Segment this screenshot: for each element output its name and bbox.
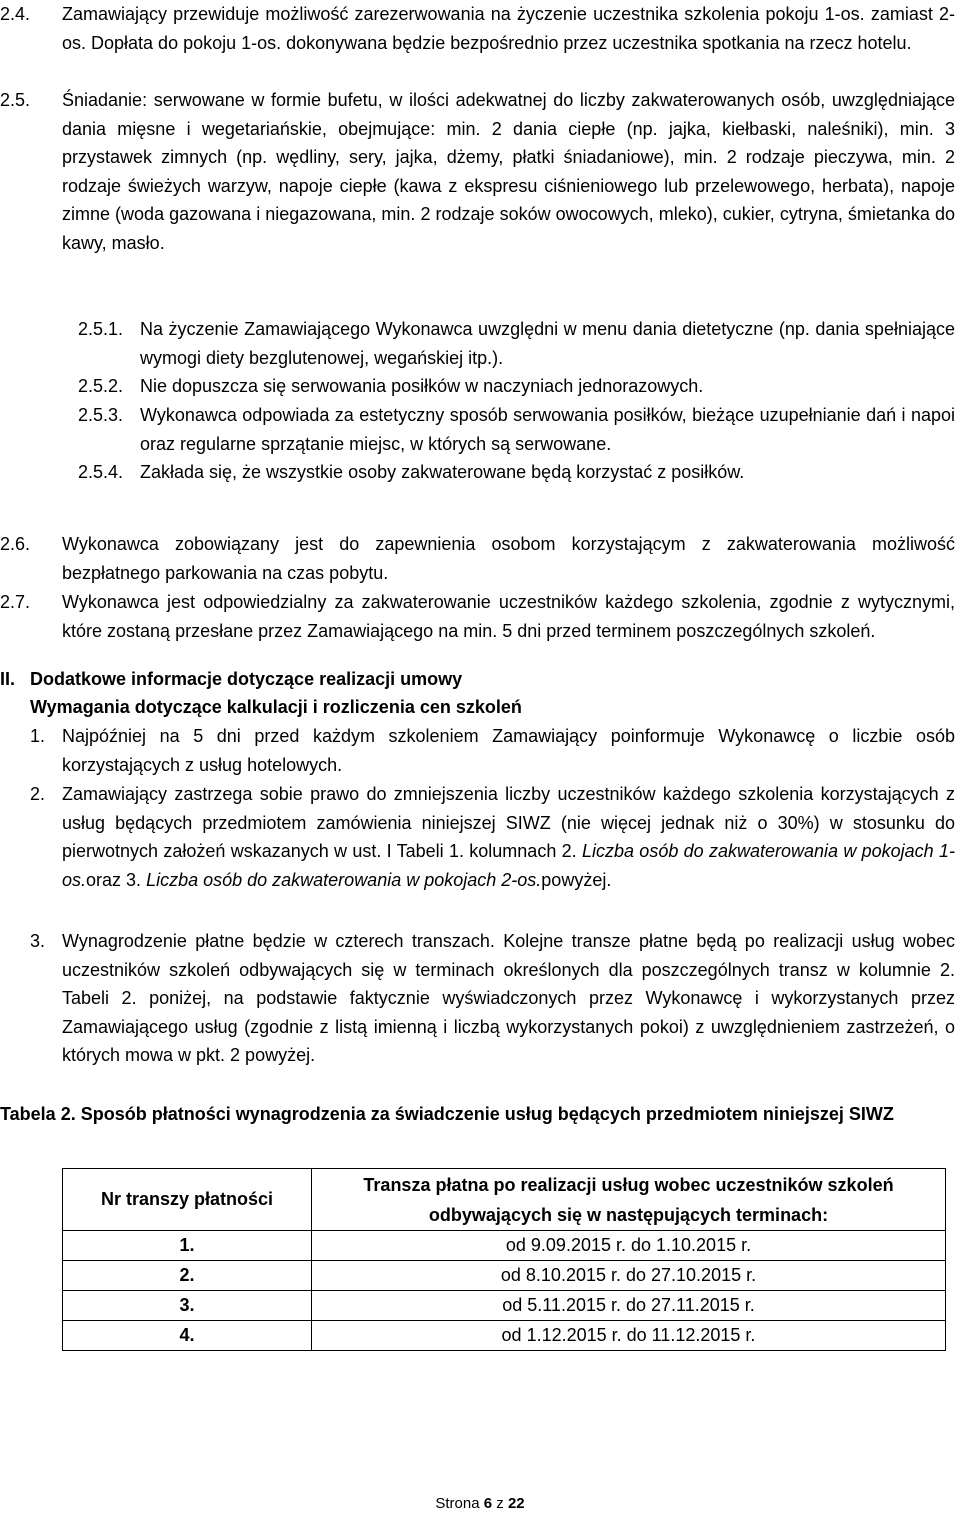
item-number: 3. xyxy=(30,931,46,951)
section-number: II. xyxy=(0,669,16,689)
item-italic-part: Liczba osób do zakwaterowania w pokojach 1-os. xyxy=(62,841,955,890)
section-title: Dodatkowe informacje dotyczące realizacji umowy xyxy=(30,669,463,689)
footer-label: Strona xyxy=(435,1495,480,1512)
subsection-2-5-2 xyxy=(78,372,955,401)
item-number: 1. xyxy=(30,726,46,746)
table-cell: od 8.10.2015 r. do 27.10.2015 r. xyxy=(312,1261,946,1291)
list-item xyxy=(30,927,955,1070)
table-header-row xyxy=(63,1169,946,1231)
section-text: Śniadanie: serwowane w formie bufetu, w ilości adekwatnej do liczby zakwaterowanych osób, uwzględniające dania mięsne i wegetariańskie, obejmujące: min. 2 dania ciepłe (np. jajka, kiełbaski, naleśniki), min. 3 przystawek zimnych (np. wędliny, sery, jajka, dżemy, płatki śniadaniowe), min. 2 rodzaje pieczywa, min. 2 rodzaje świeżych warzyw, napoje ciepłe (kawa z ekspresu ciśnieniowego lub przelewowego, herbata), napoje zimne (woda gazowana i niegazowana, min. 2 rodzaje soków owocowych, mleko), cukier, cytryna, śmietanka do kawy, masło. xyxy=(62,90,955,253)
subsection-text: Nie dopuszcza się serwowania posiłków w naczyniach jednorazowych. xyxy=(140,376,704,396)
table-header-cell: Transza płatna po realizacji usług wobec uczestników szkoleń odbywających się w następujących terminach: xyxy=(312,1169,946,1231)
table-cell: 3. xyxy=(63,1291,312,1321)
section-text: Wykonawca jest odpowiedzialny za zakwaterowanie uczestników każdego szkolenia, zgodnie z wytycznymi, które zostaną przesłane przez Zamawiającego na min. 5 dni przed terminem poszczególnych szkoleń. xyxy=(62,592,955,641)
footer-page-number: 6 xyxy=(483,1495,493,1512)
table-cell: 2. xyxy=(63,1261,312,1291)
section-II-subtitle: Wymagania dotyczące kalkulacji i rozliczenia cen szkoleń xyxy=(30,697,522,717)
table-row xyxy=(63,1291,946,1321)
subsection-text: Zakłada się, że wszystkie osoby zakwaterowane będą korzystać z posiłków. xyxy=(140,462,745,482)
section-2-5 xyxy=(0,86,955,257)
section-number: 2.7. xyxy=(0,592,31,612)
page-footer xyxy=(0,1495,960,1513)
subsection-number: 2.5.2. xyxy=(78,376,124,396)
table-row xyxy=(63,1231,946,1261)
payment-table xyxy=(62,1168,946,1351)
subsection-number: 2.5.1. xyxy=(78,319,124,339)
section-II-heading xyxy=(0,665,955,694)
table-header-cell: Nr transzy płatności xyxy=(63,1169,312,1231)
section-2-6 xyxy=(0,530,955,587)
item-italic-part: Liczba osób do zakwaterowania w pokojach 2-os. xyxy=(146,869,542,890)
subsection-2-5-3 xyxy=(78,401,955,458)
list-item xyxy=(30,780,955,894)
table-cell: 1. xyxy=(63,1231,312,1261)
item-text-part: oraz 3. xyxy=(86,869,142,890)
subsection-number: 2.5.4. xyxy=(78,462,124,482)
item-text: Wynagrodzenie płatne będzie w czterech transzach. Kolejne transze płatne będą po realizacji usług wobec uczestników szkoleń odbywających się w terminach określonych dla poszczególnych transz w kolumnie 2. Tabeli 2. poniżej, na podstawie faktycznie wyświadczonych przez Wykonawcę i wykorzystanych przez Zamawiającego usług (zgodnie z listą imienną i liczbą wykorzystanych pokoi) z uwzględnieniem zastrzeżeń, o których mowa w pkt. 2 powyżej. xyxy=(62,931,955,1065)
section-number: 2.4. xyxy=(0,4,31,24)
item-text-part: Zamawiający zastrzega sobie prawo do zmniejszenia liczby uczestników każdego szkolenia korzystających z usług będących przedmiotem zamówienia niniejszej SIWZ (nie więcej jednak niż o 30%) w stosunku do pierwotnych założeń wskazanych w ust. I Tabeli 1. kolumnach 2. xyxy=(62,784,955,861)
footer-total-pages: 22 xyxy=(507,1495,525,1512)
table-cell: od 5.11.2015 r. do 27.11.2015 r. xyxy=(312,1291,946,1321)
table-row xyxy=(63,1321,946,1351)
table-cell: od 1.12.2015 r. do 11.12.2015 r. xyxy=(312,1321,946,1351)
section-number: 2.5. xyxy=(0,90,31,110)
table-row xyxy=(63,1261,946,1291)
subsection-2-5-1 xyxy=(78,315,955,372)
subsection-text: Wykonawca odpowiada za estetyczny sposób serwowania posiłków, bieżące uzupełnianie dań i napoi oraz regularne sprzątanie miejsc, w których są serwowane. xyxy=(140,405,955,454)
footer-separator: z xyxy=(496,1495,504,1512)
table-cell: 4. xyxy=(63,1321,312,1351)
list-item xyxy=(30,722,955,779)
section-2-4 xyxy=(0,0,955,57)
item-text-part: powyżej. xyxy=(541,869,612,890)
subsection-2-5-4 xyxy=(78,458,955,487)
section-2-7 xyxy=(0,588,955,645)
table-cell: od 9.09.2015 r. do 1.10.2015 r. xyxy=(312,1231,946,1261)
section-text: Zamawiający przewiduje możliwość zarezerwowania na życzenie uczestnika szkolenia pokoju 1-os. zamiast 2-os. Dopłata do pokoju 1-os. dokonywana będzie bezpośrednio przez uczestnika spotkania na rzecz hotelu. xyxy=(62,4,955,53)
subsection-text: Na życzenie Zamawiającego Wykonawca uwzględni w menu dania dietetyczne (np. dania spełniające wymogi diety bezglutenowej, wegańskiej itp.). xyxy=(140,319,955,368)
table-caption: Tabela 2. Sposób płatności wynagrodzenia za świadczenie usług będących przedmiotem niniejszej SIWZ xyxy=(0,1104,894,1124)
item-text: Najpóźniej na 5 dni przed każdym szkoleniem Zamawiający poinformuje Wykonawcę o liczbie osób korzystających z usług hotelowych. xyxy=(62,726,955,775)
subsection-number: 2.5.3. xyxy=(78,405,124,425)
item-text xyxy=(62,780,955,894)
item-number: 2. xyxy=(30,784,46,804)
section-number: 2.6. xyxy=(0,534,31,554)
section-text: Wykonawca zobowiązany jest do zapewnienia osobom korzystającym z zakwaterowania możliwość bezpłatnego parkowania na czas pobytu. xyxy=(62,534,955,583)
